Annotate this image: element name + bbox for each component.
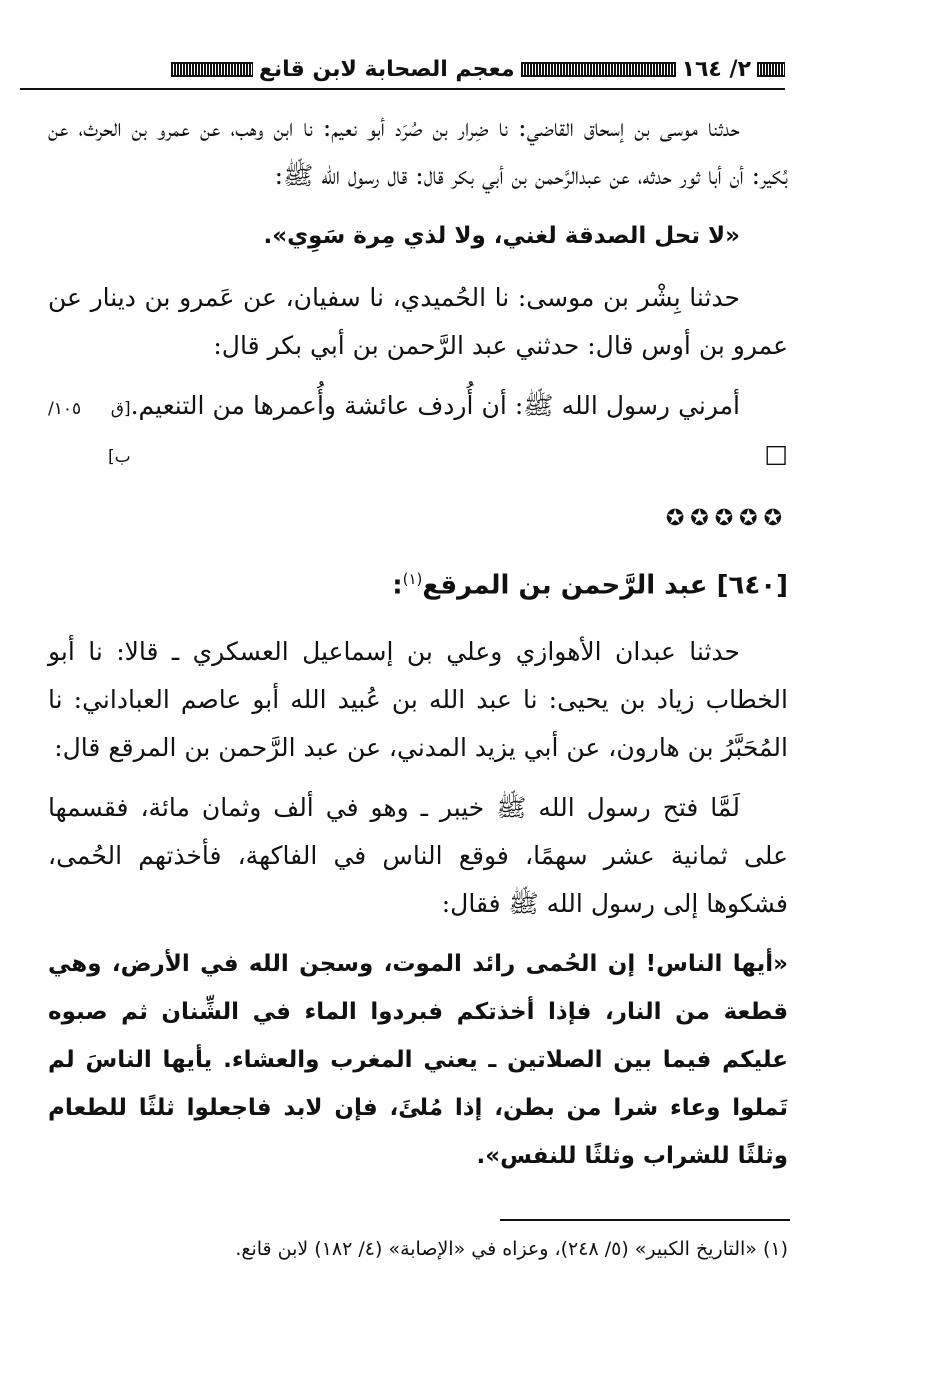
footnote: (١) «التاريخ الكبير» (٥/ ٢٤٨)، وعزاه في «الإصابة» (٤/ ١٨٢) لابن قانع. (235, 1238, 788, 1260)
entry-colon: : (392, 570, 403, 601)
book-title: معجم الصحابة لابن قانع (258, 56, 515, 82)
page-body (48, 104, 788, 1194)
header-ornament (171, 62, 253, 77)
entry-heading (48, 555, 788, 610)
hadith-quote-2: أمرني رسول الله ﷺ: أن أُردف عائشة وأُعمرها من التنعيم. (130, 391, 740, 420)
header-ornament (521, 62, 676, 77)
hadith-text-2 (131, 382, 788, 478)
header-rule (20, 88, 785, 90)
paragraph-isnad-1: حدثنا موسى بن إسحاق القاضي: نا ضِرار بن صُرَد أبو نعيم: نا ابن وهب، عن عمرو بن الحرث، عن بُكير: أن أبا ثور حدثه، عن عبدالرَّحمن بن أبي بكر قال: قال رسول الله ﷺ: (48, 113, 788, 190)
section-divider-stars: ✪✪✪✪✪ (665, 506, 788, 531)
entry-title: [٦٤٠] عبد الرَّحمن بن المرقع (422, 570, 788, 601)
page-number: ٢/ ١٦٤ (681, 56, 751, 82)
header-ornament (757, 62, 785, 77)
footnote-ref: (١) (402, 570, 423, 588)
hadith-quote-1: «لا تحل الصدقة لغني، ولا لذي مِرة سَوِي». (263, 223, 740, 249)
hadith-line-2 (48, 382, 788, 481)
running-header (20, 53, 785, 85)
paragraph-isnad-2: حدثنا بِشْر بن موسى: نا الحُميدي، نا سفيان، عن عَمرو بن دينار عن عمرو بن أوس قال: حدثني عبد الرَّحمن بن أبي بكر قال: (48, 283, 788, 360)
hadith-quote-3: «أيها الناس! إن الحُمى رائد الموت، وسجن الله في الأرض، وهي قطعة من النار، فإذا أخذتكم فبردوا الماء في الشِّنان ثم صبوه عليكم فيما بين الصلاتين ـ يعني المغرب والعشاء. يأيها الناسَ لم تَملوا وعاء شرا من بطن، إذا مُلئَ، فإن لابد فاجعلوا ثلثًا للطعام وثلثًا للشراب وثلثًا للنفس». (48, 950, 788, 1169)
end-mark: □ (764, 439, 788, 468)
footnote-rule (500, 1219, 790, 1221)
paragraph-isnad-3: حدثنا عبدان الأهوازي وعلي بن إسماعيل العسكري ـ قالا: نا أبو الخطاب زياد بن يحيى: نا عبد الله بن عُبيد الله أبو عاصم العباداني: نا المُحَبَّرُ بن هارون، عن أبي يزيد المدني، عن عبد الرَّحمن بن المرقع قال: (48, 636, 788, 762)
manuscript-folio-mark: [ق ١٠٥/ ب] (48, 399, 131, 467)
paragraph-narration: لَمَّا فتح رسول الله ﷺ خيبر ـ وهو في ألف وثمان مائة، فقسمها على ثمانية عشر سهمًا، فوقع الناس في الفاكهة، فأخذتهم الحُمى، فشكوها إلى رسول الله ﷺ فقال: (48, 792, 788, 918)
